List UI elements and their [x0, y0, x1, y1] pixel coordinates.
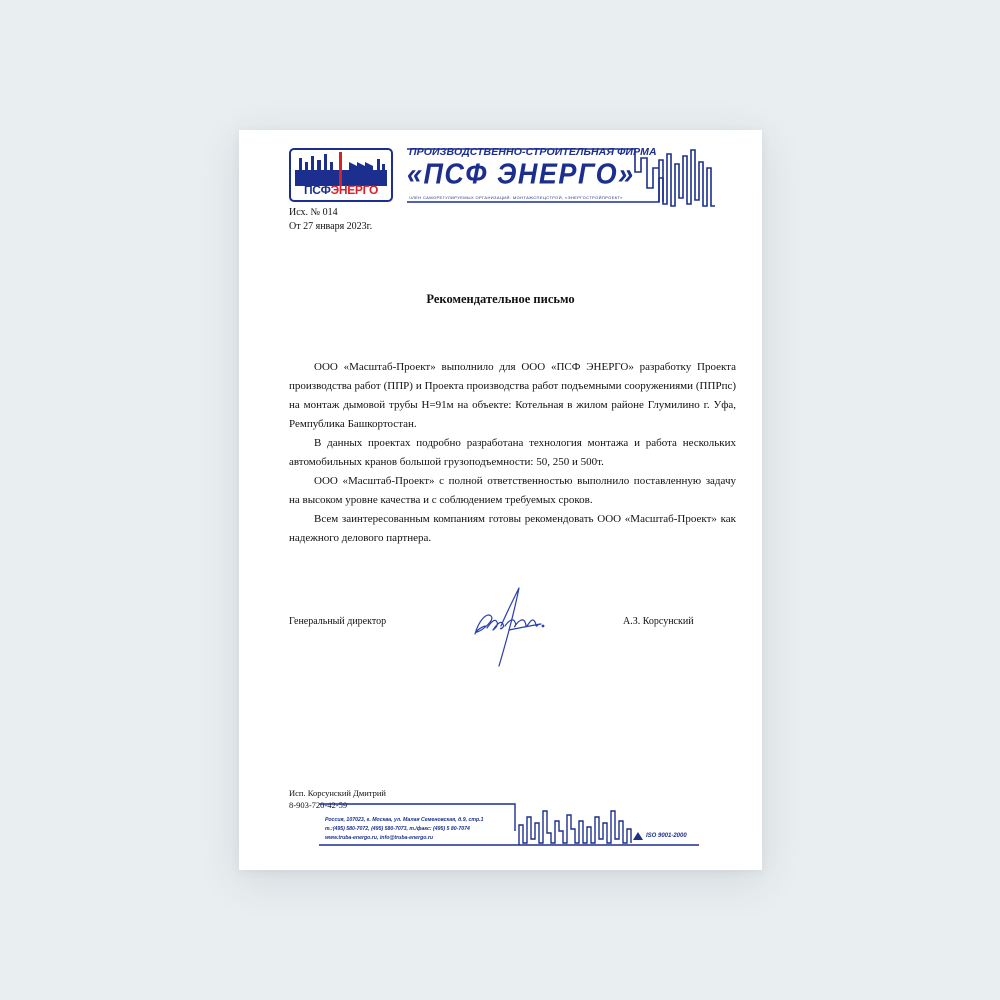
logo-wordmark: ПСФЭНЕРГО: [303, 183, 379, 197]
paragraph: ООО «Масштаб-Проект» с полной ответственностью выполнило поставленную задачу на высоком уровне качества и с соблюдением требуемых сроков.: [289, 475, 736, 506]
signatory-role: Генеральный директор: [289, 616, 387, 627]
iso-mark-icon: [633, 832, 643, 840]
firm-subtitle: ПРОИЗВОДСТВЕННО-СТРОИТЕЛЬНАЯ ФИРМА: [409, 146, 657, 158]
firm-name: «ПСФ ЭНЕРГО»: [407, 158, 635, 190]
paragraph: В данных проектах подробно разработана технология монтажа и работа нескольких автомобильных кранов большой грузоподъемности: 50, 250 и 500т.: [289, 437, 736, 468]
firm-tagline: ЧЛЕН САМОРЕГУЛИРУЕМЫХ ОРГАНИЗАЦИЙ: МОНТАЖСПЕЦСТРОЙ, «ЭНЕРГОСТРОЙПРОЕКТ»: [409, 195, 623, 200]
iso-certification: ISO 9001-2000: [646, 833, 687, 839]
letter-title: Рекомендательное письмо: [426, 292, 575, 306]
signatory-name: А.З. Корсунский: [623, 616, 694, 627]
letter-page: [239, 130, 762, 870]
footer-web: www.truba-energo.ru, info@truba-energo.ru: [325, 835, 434, 841]
executor-phone: 8-903-720-42-59: [289, 800, 348, 810]
footer-contacts: [325, 816, 483, 843]
outgoing-number: Исх. № 014: [289, 207, 338, 218]
company-logo: [289, 148, 393, 202]
factory-icon: [291, 150, 391, 186]
letter-date: От 27 января 2023г.: [289, 221, 373, 232]
footer-address: Россия, 107023, г. Москва, ул. Малая Семеновская, д.9, стр.1: [325, 817, 484, 823]
executor-name: Исп. Корсунский Дмитрий: [289, 788, 386, 798]
footer-phones: т.:(495) 580-7072, (495) 580-7073, т./факс: (495) 5 80-7074: [325, 826, 470, 832]
paragraph: ООО «Масштаб-Проект» выполнило для ООО «ПСФ ЭНЕРГО» разработку Проекта производства работ (ППР) и Проекта производства работ подъемными сооружениями (ППРпс) на монтаж дымовой трубы Н=91м на объекте: Котельная в жилом районе Глумилино г. Уфа, Ремпублика Башкортостан.: [289, 361, 736, 430]
header-skyline-decoration: [407, 148, 717, 210]
letter-meta: [289, 206, 372, 234]
letter-body: [289, 358, 736, 548]
handwritten-signature: [469, 582, 559, 672]
paragraph: Всем заинтересованным компаниям готовы рекомендовать ООО «Масштаб-Проект» как надежного делового партнера.: [289, 513, 736, 544]
